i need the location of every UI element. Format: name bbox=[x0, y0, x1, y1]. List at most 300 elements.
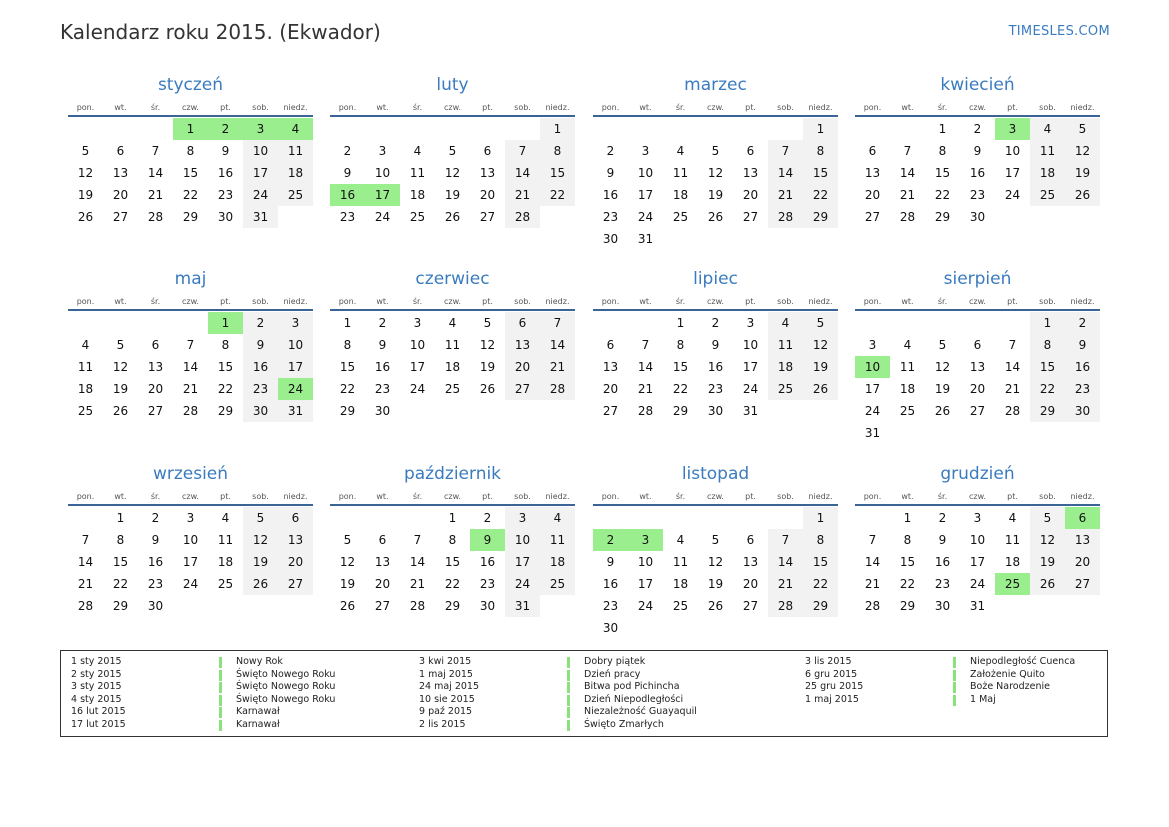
calendar-date: 30 bbox=[934, 599, 951, 613]
calendar-date: 26 bbox=[112, 404, 129, 418]
calendar-date: 17 bbox=[514, 555, 531, 569]
calendar-date: 23 bbox=[707, 382, 724, 396]
calendar-date: 11 bbox=[1039, 144, 1056, 158]
calendar-date: 31 bbox=[864, 426, 881, 440]
calendar-date: 24 bbox=[1004, 188, 1021, 202]
holiday-date-label: 10 sie 2015 bbox=[419, 693, 475, 705]
header-rule bbox=[68, 504, 313, 506]
weekday-label: pt. bbox=[482, 103, 493, 112]
month-calendar bbox=[68, 75, 313, 275]
calendar-date: 8 bbox=[816, 533, 825, 547]
calendar-date: 25 bbox=[777, 382, 794, 396]
calendar-date: 28 bbox=[777, 599, 794, 613]
weekday-label: pt. bbox=[220, 492, 231, 501]
calendar-date: 13 bbox=[1074, 533, 1091, 547]
calendar-date: 16 bbox=[479, 555, 496, 569]
weekday-label: pt. bbox=[1007, 103, 1018, 112]
calendar-date: 15 bbox=[549, 166, 566, 180]
calendar-date: 11 bbox=[777, 338, 794, 352]
weekday-header bbox=[593, 490, 838, 503]
weekday-header bbox=[68, 295, 313, 308]
calendar-date: 1 bbox=[816, 511, 825, 525]
calendar-date: 30 bbox=[217, 210, 234, 224]
calendar-date: 23 bbox=[969, 188, 986, 202]
weekday-label: pt. bbox=[1007, 297, 1018, 306]
calendar-date: 23 bbox=[252, 382, 269, 396]
header-rule bbox=[855, 504, 1100, 506]
calendar-date: 1 bbox=[1043, 316, 1052, 330]
calendar-date: 2 bbox=[973, 122, 982, 136]
calendar-date: 15 bbox=[444, 555, 461, 569]
holiday-name: Święto Nowego Roku bbox=[236, 681, 336, 693]
month-calendar bbox=[593, 269, 838, 469]
holiday-date: 2 bbox=[593, 529, 628, 551]
holiday-date: 3 bbox=[995, 118, 1030, 140]
holiday-date: 6 bbox=[1065, 507, 1100, 529]
calendar-date: 23 bbox=[374, 382, 391, 396]
calendar-date: 2 bbox=[711, 316, 720, 330]
calendar-date: 10 bbox=[1004, 144, 1021, 158]
calendar-date: 22 bbox=[934, 188, 951, 202]
calendar-date: 18 bbox=[287, 166, 304, 180]
calendar-date: 13 bbox=[287, 533, 304, 547]
calendar-date: 29 bbox=[217, 404, 234, 418]
calendar-date: 30 bbox=[479, 599, 496, 613]
weekday-label: niedz. bbox=[545, 103, 570, 112]
holiday-date-label: 16 lut 2015 bbox=[71, 706, 126, 718]
holiday-name: 1 Maj bbox=[970, 693, 996, 705]
weekday-label: sob. bbox=[514, 297, 531, 306]
calendar-date: 5 bbox=[938, 338, 947, 352]
calendar-date: 23 bbox=[217, 188, 234, 202]
calendar-date: 21 bbox=[777, 577, 794, 591]
weekday-label: śr. bbox=[412, 492, 423, 501]
calendar-date: 4 bbox=[448, 316, 457, 330]
calendar-date: 28 bbox=[514, 210, 531, 224]
calendar-date: 16 bbox=[252, 360, 269, 374]
weekday-label: wt. bbox=[376, 492, 389, 501]
calendar-date: 3 bbox=[186, 511, 195, 525]
calendar-date: 22 bbox=[812, 188, 829, 202]
holiday-date: 1 bbox=[208, 312, 243, 334]
calendar-date: 29 bbox=[812, 599, 829, 613]
calendar-date: 11 bbox=[77, 360, 94, 374]
holiday-date: 9 bbox=[470, 529, 505, 551]
calendar-date: 11 bbox=[672, 555, 689, 569]
calendar-date: 7 bbox=[81, 533, 90, 547]
month-name: lipiec bbox=[693, 269, 738, 289]
site-link[interactable]: TIMESLES.COM bbox=[1008, 24, 1110, 39]
month-name: kwiecień bbox=[940, 75, 1015, 95]
calendar-date: 2 bbox=[938, 511, 947, 525]
holiday-name: Założenie Quito bbox=[970, 668, 1045, 680]
weekday-label: sob. bbox=[777, 297, 794, 306]
calendar-date: 16 bbox=[217, 166, 234, 180]
calendar-date: 1 bbox=[676, 316, 685, 330]
weekday-label: śr. bbox=[150, 103, 161, 112]
calendar-date: 2 bbox=[151, 511, 160, 525]
weekday-label: niedz. bbox=[808, 103, 833, 112]
month-name: listopad bbox=[681, 464, 750, 484]
calendar-date: 8 bbox=[938, 144, 947, 158]
weekday-label: wt. bbox=[901, 297, 914, 306]
calendar-date: 7 bbox=[868, 533, 877, 547]
holiday-date-label: 4 sty 2015 bbox=[71, 693, 122, 705]
calendar-date: 15 bbox=[672, 360, 689, 374]
holiday-date-label: 3 lis 2015 bbox=[805, 656, 852, 667]
calendar-date: 27 bbox=[479, 210, 496, 224]
calendar-date: 27 bbox=[147, 404, 164, 418]
calendar-date: 18 bbox=[549, 555, 566, 569]
calendar-date: 29 bbox=[812, 210, 829, 224]
calendar-date: 14 bbox=[777, 166, 794, 180]
weekday-label: wt. bbox=[901, 103, 914, 112]
calendar-date: 3 bbox=[518, 511, 527, 525]
holiday-name: Bitwa pod Pichincha bbox=[584, 681, 680, 693]
page-title: Kalendarz roku 2015. (Ekwador) bbox=[60, 20, 381, 44]
calendar-date: 23 bbox=[1074, 382, 1091, 396]
weekday-label: sob. bbox=[1039, 492, 1056, 501]
calendar-date: 2 bbox=[483, 511, 492, 525]
weekday-label: pon. bbox=[338, 297, 357, 306]
header-rule bbox=[593, 309, 838, 311]
calendar-date: 19 bbox=[479, 360, 496, 374]
calendar-date: 12 bbox=[934, 360, 951, 374]
calendar-date: 21 bbox=[77, 577, 94, 591]
weekday-label: pt. bbox=[482, 492, 493, 501]
calendar-date: 30 bbox=[602, 232, 619, 246]
calendar-date: 21 bbox=[777, 188, 794, 202]
calendar-date: 12 bbox=[1074, 144, 1091, 158]
holiday-name: Dobry piątek bbox=[584, 656, 646, 667]
header-rule bbox=[593, 504, 838, 506]
weekday-label: wt. bbox=[376, 297, 389, 306]
calendar-date: 14 bbox=[147, 166, 164, 180]
calendar-date: 9 bbox=[973, 144, 982, 158]
calendar-date: 8 bbox=[343, 338, 352, 352]
calendar-date: 23 bbox=[147, 577, 164, 591]
holiday-name: Karnawał bbox=[236, 719, 280, 730]
calendar-date: 20 bbox=[742, 577, 759, 591]
calendar-date: 6 bbox=[291, 511, 300, 525]
calendar-date: 14 bbox=[777, 555, 794, 569]
calendar-date: 16 bbox=[602, 188, 619, 202]
calendar-date: 14 bbox=[899, 166, 916, 180]
weekday-label: czw. bbox=[707, 492, 724, 501]
calendar-date: 13 bbox=[374, 555, 391, 569]
weekday-label: czw. bbox=[182, 492, 199, 501]
calendar-date: 22 bbox=[1039, 382, 1056, 396]
calendar-date: 11 bbox=[287, 144, 304, 158]
calendar-date: 24 bbox=[637, 210, 654, 224]
month-calendar bbox=[330, 75, 575, 275]
calendar-date: 15 bbox=[217, 360, 234, 374]
calendar-date: 10 bbox=[252, 144, 269, 158]
holiday-date-label: 25 gru 2015 bbox=[805, 681, 864, 693]
calendar-date: 16 bbox=[374, 360, 391, 374]
weekday-label: śr. bbox=[150, 297, 161, 306]
weekday-label: niedz. bbox=[283, 297, 308, 306]
weekday-label: wt. bbox=[639, 103, 652, 112]
calendar-date: 5 bbox=[711, 533, 720, 547]
holiday-marker bbox=[567, 695, 570, 706]
calendar-date: 1 bbox=[116, 511, 125, 525]
calendar-date: 7 bbox=[186, 338, 195, 352]
calendar-date: 24 bbox=[252, 188, 269, 202]
calendar-date: 4 bbox=[413, 144, 422, 158]
holiday-marker bbox=[567, 720, 570, 731]
calendar-date: 26 bbox=[1039, 577, 1056, 591]
calendar-date: 11 bbox=[549, 533, 566, 547]
weekday-label: wt. bbox=[114, 103, 127, 112]
calendar-date: 7 bbox=[781, 533, 790, 547]
calendar-date: 18 bbox=[77, 382, 94, 396]
calendar-date: 27 bbox=[112, 210, 129, 224]
weekday-label: niedz. bbox=[1070, 297, 1095, 306]
calendar-date: 27 bbox=[374, 599, 391, 613]
calendar-date: 6 bbox=[116, 144, 125, 158]
calendar-date: 8 bbox=[186, 144, 195, 158]
calendar-date: 28 bbox=[864, 599, 881, 613]
calendar-date: 27 bbox=[969, 404, 986, 418]
calendar-date: 7 bbox=[1008, 338, 1017, 352]
weekday-label: sob. bbox=[514, 103, 531, 112]
holiday-name: Dzień Niepodległości bbox=[584, 693, 684, 705]
header-rule bbox=[593, 115, 838, 117]
holiday-date-label: 3 kwi 2015 bbox=[419, 656, 472, 667]
weekday-label: pon. bbox=[601, 492, 620, 501]
weekday-header bbox=[68, 490, 313, 503]
calendar-date: 21 bbox=[549, 360, 566, 374]
calendar-date: 26 bbox=[812, 382, 829, 396]
weekday-label: niedz. bbox=[283, 103, 308, 112]
calendar-date: 21 bbox=[637, 382, 654, 396]
weekday-label: niedz. bbox=[545, 492, 570, 501]
calendar-date: 9 bbox=[606, 555, 615, 569]
calendar-date: 20 bbox=[514, 360, 531, 374]
calendar-date: 22 bbox=[899, 577, 916, 591]
weekday-label: pon. bbox=[863, 103, 882, 112]
calendar-date: 29 bbox=[339, 404, 356, 418]
calendar-date: 22 bbox=[339, 382, 356, 396]
weekday-header bbox=[68, 101, 313, 114]
calendar-date: 19 bbox=[707, 188, 724, 202]
calendar-date: 22 bbox=[444, 577, 461, 591]
weekday-header bbox=[593, 295, 838, 308]
holiday-date-label: 2 lis 2015 bbox=[419, 719, 466, 730]
calendar-date: 31 bbox=[514, 599, 531, 613]
holiday-name: Niezależność Guayaquil bbox=[584, 706, 697, 718]
calendar-date: 16 bbox=[147, 555, 164, 569]
calendar-date: 29 bbox=[934, 210, 951, 224]
weekday-label: czw. bbox=[444, 492, 461, 501]
weekday-label: pon. bbox=[601, 103, 620, 112]
weekday-label: pt. bbox=[220, 297, 231, 306]
calendar-date: 12 bbox=[252, 533, 269, 547]
calendar-date: 6 bbox=[746, 533, 755, 547]
holiday-marker bbox=[567, 657, 570, 668]
weekday-label: sob. bbox=[777, 103, 794, 112]
calendar-date: 1 bbox=[903, 511, 912, 525]
calendar-date: 6 bbox=[483, 144, 492, 158]
holiday-date: 10 bbox=[855, 356, 890, 378]
calendar-date: 22 bbox=[112, 577, 129, 591]
calendar-date: 9 bbox=[151, 533, 160, 547]
calendar-date: 19 bbox=[812, 360, 829, 374]
holiday-date-label: 3 sty 2015 bbox=[71, 681, 122, 693]
calendar-date: 23 bbox=[479, 577, 496, 591]
calendar-date: 14 bbox=[514, 166, 531, 180]
weekday-label: pt. bbox=[745, 297, 756, 306]
calendar-date: 2 bbox=[343, 144, 352, 158]
weekday-label: czw. bbox=[707, 297, 724, 306]
calendar-date: 17 bbox=[252, 166, 269, 180]
holiday-date-label: 1 maj 2015 bbox=[419, 668, 473, 680]
month-calendar bbox=[855, 269, 1100, 469]
calendar-date: 19 bbox=[444, 188, 461, 202]
weekday-label: niedz. bbox=[808, 297, 833, 306]
weekday-label: wt. bbox=[114, 492, 127, 501]
calendar-date: 4 bbox=[676, 144, 685, 158]
holiday-name: Święto Nowego Roku bbox=[236, 668, 336, 680]
calendar-date: 14 bbox=[549, 338, 566, 352]
header-rule bbox=[330, 309, 575, 311]
calendar-date: 31 bbox=[742, 404, 759, 418]
calendar-date: 9 bbox=[606, 166, 615, 180]
holiday-name: Niepodległość Cuenca bbox=[970, 656, 1076, 667]
calendar-date: 20 bbox=[1074, 555, 1091, 569]
month-calendar bbox=[855, 464, 1100, 664]
calendar-date: 16 bbox=[602, 577, 619, 591]
calendar-date: 21 bbox=[147, 188, 164, 202]
month-name: luty bbox=[436, 75, 469, 95]
holiday-date-label: 2 sty 2015 bbox=[71, 668, 122, 680]
calendar-date: 1 bbox=[343, 316, 352, 330]
weekday-label: niedz. bbox=[1070, 492, 1095, 501]
calendar-date: 4 bbox=[221, 511, 230, 525]
calendar-date: 10 bbox=[637, 166, 654, 180]
calendar-date: 23 bbox=[602, 599, 619, 613]
weekday-label: niedz. bbox=[545, 297, 570, 306]
calendar-date: 13 bbox=[969, 360, 986, 374]
calendar-date: 13 bbox=[479, 166, 496, 180]
weekday-label: pon. bbox=[76, 492, 95, 501]
calendar-date: 29 bbox=[899, 599, 916, 613]
holiday-date: 1 bbox=[173, 118, 208, 140]
calendar-date: 3 bbox=[973, 511, 982, 525]
calendar-date: 11 bbox=[409, 166, 426, 180]
calendar-date: 10 bbox=[969, 533, 986, 547]
calendar-date: 6 bbox=[378, 533, 387, 547]
calendar-date: 19 bbox=[934, 382, 951, 396]
header-rule bbox=[855, 309, 1100, 311]
weekday-header bbox=[855, 101, 1100, 114]
calendar-date: 26 bbox=[707, 599, 724, 613]
calendar-date: 25 bbox=[672, 599, 689, 613]
calendar-date: 2 bbox=[1078, 316, 1087, 330]
calendar-date: 10 bbox=[514, 533, 531, 547]
calendar-date: 13 bbox=[742, 555, 759, 569]
calendar-date: 6 bbox=[518, 316, 527, 330]
calendar-date: 12 bbox=[707, 166, 724, 180]
calendar-date: 3 bbox=[378, 144, 387, 158]
weekday-label: śr. bbox=[412, 297, 423, 306]
calendar-date: 24 bbox=[374, 210, 391, 224]
calendar-date: 24 bbox=[637, 599, 654, 613]
calendar-date: 16 bbox=[969, 166, 986, 180]
calendar-date: 30 bbox=[969, 210, 986, 224]
calendar-date: 8 bbox=[1043, 338, 1052, 352]
weekday-label: sob. bbox=[1039, 297, 1056, 306]
calendar-date: 21 bbox=[409, 577, 426, 591]
weekday-label: wt. bbox=[114, 297, 127, 306]
calendar-date: 24 bbox=[409, 382, 426, 396]
calendar-date: 8 bbox=[448, 533, 457, 547]
calendar-date: 17 bbox=[637, 577, 654, 591]
calendar-date: 26 bbox=[934, 404, 951, 418]
calendar-date: 7 bbox=[903, 144, 912, 158]
month-calendar bbox=[68, 269, 313, 469]
calendar-date: 22 bbox=[182, 188, 199, 202]
calendar-date: 8 bbox=[221, 338, 230, 352]
calendar-date: 6 bbox=[973, 338, 982, 352]
calendar-date: 24 bbox=[182, 577, 199, 591]
calendar-date: 17 bbox=[742, 360, 759, 374]
calendar-date: 14 bbox=[182, 360, 199, 374]
calendar-date: 20 bbox=[864, 188, 881, 202]
calendar-date: 25 bbox=[77, 404, 94, 418]
weekday-header bbox=[330, 101, 575, 114]
header-rule bbox=[68, 115, 313, 117]
weekday-label: niedz. bbox=[1070, 103, 1095, 112]
weekday-label: śr. bbox=[675, 103, 686, 112]
holiday-date-label: 9 paź 2015 bbox=[419, 706, 473, 718]
holiday-name: Nowy Rok bbox=[236, 656, 283, 667]
holiday-date: 4 bbox=[278, 118, 313, 140]
weekday-label: śr. bbox=[675, 492, 686, 501]
holiday-date-label: 17 lut 2015 bbox=[71, 719, 126, 730]
calendar-date: 28 bbox=[409, 599, 426, 613]
calendar-date: 25 bbox=[672, 210, 689, 224]
calendar-date: 30 bbox=[374, 404, 391, 418]
calendar-date: 29 bbox=[672, 404, 689, 418]
calendar-date: 24 bbox=[742, 382, 759, 396]
calendar-date: 9 bbox=[343, 166, 352, 180]
calendar-date: 31 bbox=[637, 232, 654, 246]
calendar-date: 4 bbox=[781, 316, 790, 330]
weekday-label: pt. bbox=[745, 492, 756, 501]
header-rule bbox=[330, 504, 575, 506]
calendar-date: 16 bbox=[707, 360, 724, 374]
calendar-date: 30 bbox=[1074, 404, 1091, 418]
holiday-marker bbox=[219, 682, 222, 693]
calendar-date: 19 bbox=[77, 188, 94, 202]
holiday-marker bbox=[953, 670, 956, 681]
month-calendar bbox=[593, 464, 838, 664]
calendar-date: 26 bbox=[707, 210, 724, 224]
calendar-date: 18 bbox=[672, 577, 689, 591]
holiday-date-label: 6 gru 2015 bbox=[805, 668, 858, 680]
calendar-date: 10 bbox=[374, 166, 391, 180]
calendar-date: 11 bbox=[899, 360, 916, 374]
month-name: grudzień bbox=[940, 464, 1015, 484]
calendar-date: 19 bbox=[1039, 555, 1056, 569]
holiday-date: 17 bbox=[365, 184, 400, 206]
holiday-date: 2 bbox=[208, 118, 243, 140]
calendar-date: 26 bbox=[339, 599, 356, 613]
calendar-date: 8 bbox=[816, 144, 825, 158]
calendar-date: 3 bbox=[413, 316, 422, 330]
